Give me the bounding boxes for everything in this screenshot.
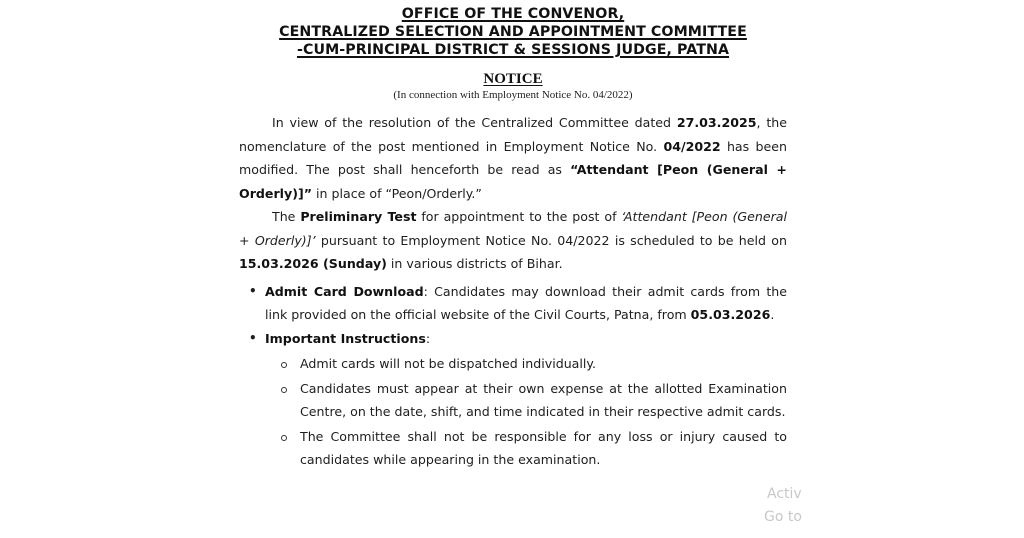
paragraph-nomenclature xyxy=(239,111,787,205)
text: : Candidates may download their admit cards from the link provided on the official website of the Civil Courts, Patna, from xyxy=(265,283,788,322)
activate-windows-watermark: Activ xyxy=(767,486,802,502)
text: . xyxy=(770,307,775,322)
heading-line-2: CENTRALIZED SELECTION AND APPOINTMENT COMMITTEE xyxy=(279,24,747,40)
notice-subtitle: (In connection with Employment Notice No. 04/2022) xyxy=(393,89,633,101)
bullet-label: Important Instructions xyxy=(265,330,426,346)
notice-document xyxy=(239,0,787,473)
bullet-label: Admit Card Download xyxy=(265,283,424,299)
paragraph-preliminary-test xyxy=(239,205,787,276)
instruction-text: Candidates must appear at their own expense at the allotted Examination Centre, on the date, shift, and time indicated in their respective admit cards. xyxy=(300,380,787,419)
test-name: Preliminary Test xyxy=(300,209,417,224)
activate-windows-watermark-sub: Go to xyxy=(764,509,802,525)
office-heading xyxy=(239,0,787,59)
text: In view of the resolution of the Centralized Committee dated xyxy=(272,115,677,130)
new-post-name: “Attendant [Peon (General + Orderly)]” xyxy=(239,162,787,201)
text: for appointment to the post of xyxy=(416,209,622,224)
admit-card-date: 05.03.2026 xyxy=(690,307,771,322)
instructions-sublist xyxy=(265,352,787,472)
text: pursuant to Employment Notice No. 04/2022 is scheduled to be held on xyxy=(315,232,787,248)
bullet-dot-icon: • xyxy=(249,330,257,345)
heading-line-1: OFFICE OF THE CONVENOR, xyxy=(401,6,625,22)
text: : xyxy=(425,330,431,346)
text: , the nomenclature of the post mentioned in Employment Notice No. xyxy=(239,115,787,154)
notice-body xyxy=(239,111,787,472)
notice-title: NOTICE xyxy=(483,71,543,87)
employment-notice-number: 04/2022 xyxy=(663,138,721,154)
circle-bullet-icon xyxy=(281,435,287,441)
text: has been modified. The post shall henceforth be read as xyxy=(239,138,787,177)
instruction-item xyxy=(300,425,787,472)
bullet-important-instructions xyxy=(249,327,787,472)
bullet-dot-icon: • xyxy=(249,283,257,298)
instruction-text: The Committee shall not be responsible for any loss or injury caused to candidates while appearing in the examination. xyxy=(300,428,787,467)
text: The xyxy=(272,209,301,224)
exam-date: 15.03.2026 (Sunday) xyxy=(239,256,387,271)
bullet-list xyxy=(239,280,787,472)
instruction-item xyxy=(300,377,787,424)
bullet-admit-card-download xyxy=(249,280,788,327)
instruction-item xyxy=(300,352,787,376)
text: in place of “Peon/Orderly.” xyxy=(312,185,482,201)
text: in various districts of Bihar. xyxy=(386,256,563,271)
circle-bullet-icon xyxy=(281,362,287,368)
heading-line-3: -CUM-PRINCIPAL DISTRICT & SESSIONS JUDGE, PATNA xyxy=(296,42,730,58)
circle-bullet-icon xyxy=(281,387,287,393)
post-name: ‘Attendant [Peon (General + Orderly)]’ xyxy=(239,209,787,248)
resolution-date: 27.03.2025 xyxy=(676,115,757,130)
instruction-text: Admit cards will not be dispatched individually. xyxy=(300,356,597,371)
